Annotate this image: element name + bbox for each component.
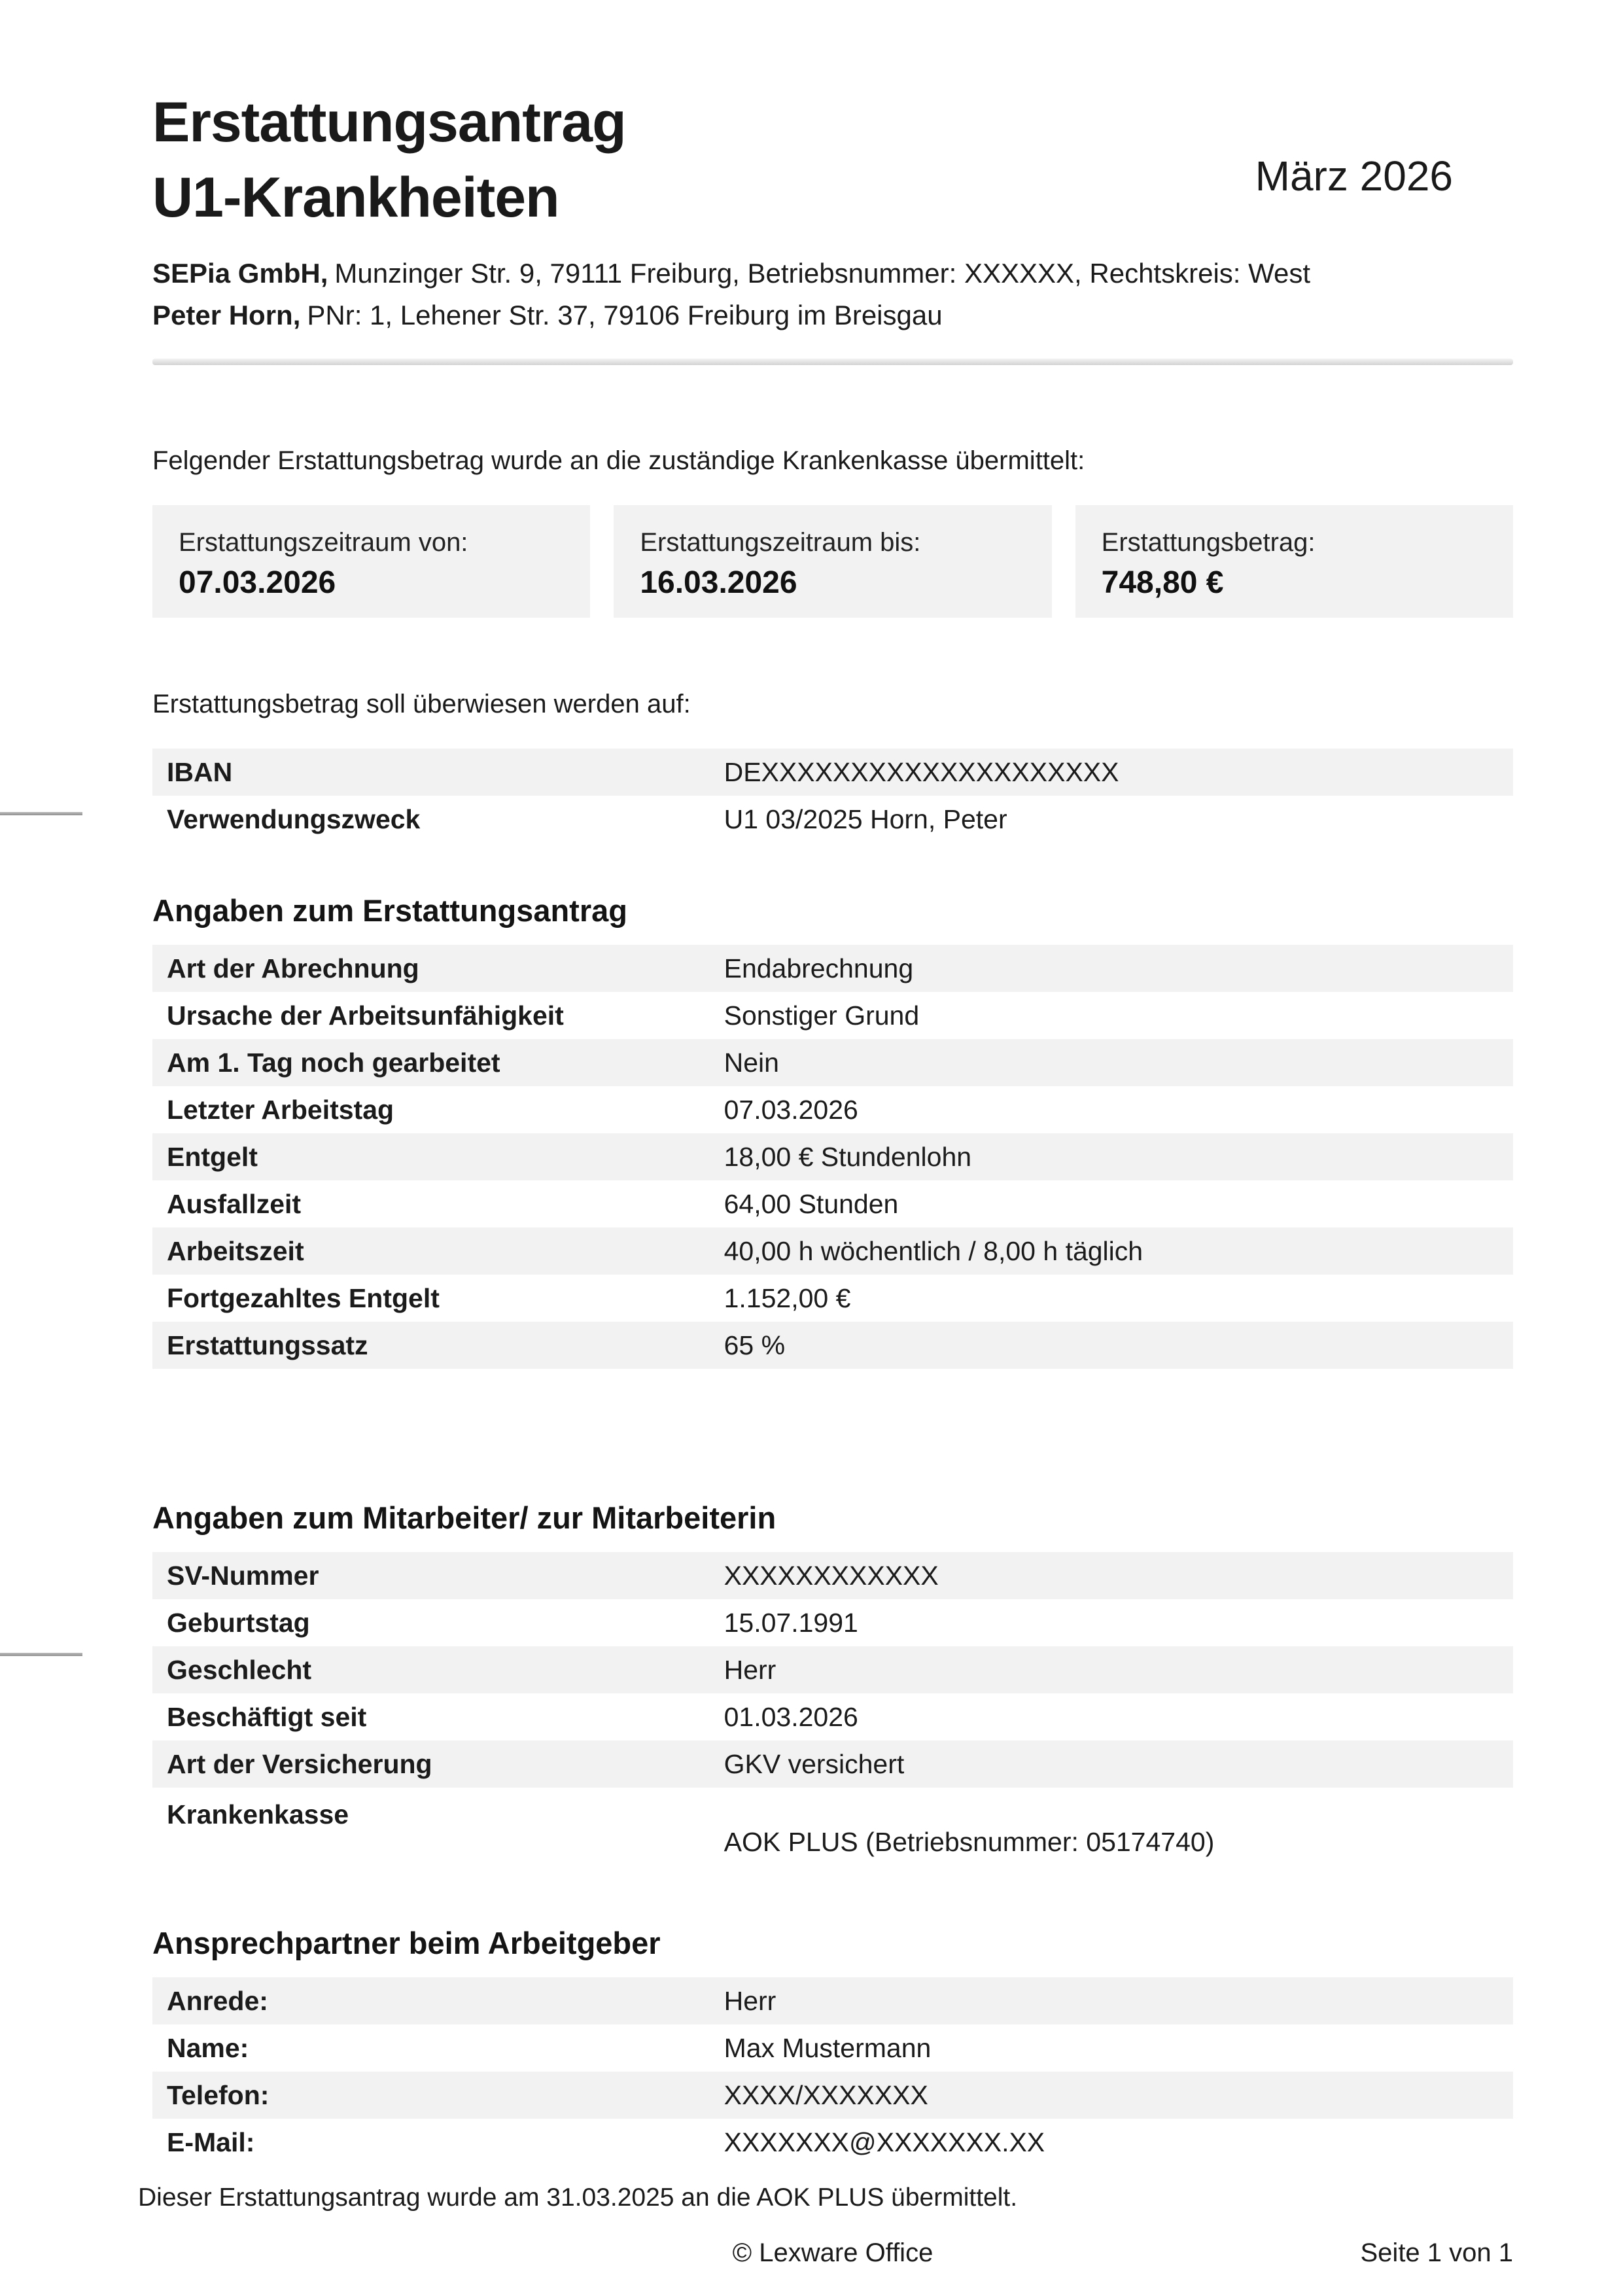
row-value: 64,00 Stunden — [724, 1189, 899, 1219]
row-value: 18,00 € Stundenlohn — [724, 1142, 972, 1172]
row-label: SV-Nummer — [167, 1561, 319, 1591]
table-row — [152, 1322, 1513, 1369]
table-row — [152, 2024, 1513, 2072]
row-value: Herr — [724, 1655, 777, 1685]
row-value: 07.03.2026 — [724, 1095, 858, 1125]
table-row-iban — [152, 749, 1513, 796]
address-block — [152, 253, 1513, 336]
row-value: Sonstiger Grund — [724, 1000, 920, 1031]
fold-mark-icon — [0, 812, 82, 815]
submission-note: Dieser Erstattungsantrag wurde am 31.03.2025 an die AOK PLUS übermittelt. — [138, 2183, 1018, 2212]
row-label: Verwendungszweck — [167, 804, 421, 834]
company-line — [152, 253, 1513, 294]
summary-box-period-from — [152, 505, 590, 618]
table-row-krankenkasse — [152, 1788, 1513, 1862]
row-label: Art der Versicherung — [167, 1749, 432, 1779]
row-label: Entgelt — [167, 1142, 258, 1172]
row-label: Fortgezahltes Entgelt — [167, 1283, 440, 1313]
table-row — [152, 2119, 1513, 2166]
document-date: März 2026 — [1255, 152, 1453, 200]
fold-mark-icon — [0, 1653, 82, 1656]
summary-box-label: Erstattungsbetrag: — [1101, 528, 1316, 557]
transfer-intro-text: Erstattungsbetrag soll überwiesen werden auf: — [152, 690, 691, 718]
table-row — [152, 1086, 1513, 1133]
row-value: GKV versichert — [724, 1749, 905, 1779]
row-label: Telefon: — [167, 2080, 270, 2110]
row-label: Geburtstag — [167, 1608, 310, 1638]
section-heading-erstattungsantrag: Angaben zum Erstattungsantrag — [152, 893, 627, 928]
summary-boxes — [152, 505, 1513, 618]
row-label: Ausfallzeit — [167, 1189, 302, 1219]
row-label: Letzter Arbeitstag — [167, 1095, 394, 1125]
row-label: E-Mail: — [167, 2127, 255, 2157]
row-label: Name: — [167, 2033, 249, 2063]
table-row — [152, 1180, 1513, 1227]
row-value: 1.152,00 € — [724, 1283, 851, 1313]
row-value: 01.03.2026 — [724, 1702, 858, 1732]
table-row — [152, 1227, 1513, 1275]
footer-line — [152, 2236, 1513, 2270]
row-value: AOK PLUS (Betriebsnummer: 05174740) — [724, 1827, 1215, 1857]
row-value: Endabrechnung — [724, 953, 914, 983]
row-value: Max Mustermann — [724, 2033, 932, 2063]
table-row — [152, 992, 1513, 1039]
summary-box-label: Erstattungszeitraum von: — [179, 528, 468, 557]
row-label: Ursache der Arbeitsunfähigkeit — [167, 1000, 564, 1031]
table-row — [152, 1740, 1513, 1788]
section-heading-ansprechpartner: Ansprechpartner beim Arbeitgeber — [152, 1926, 661, 1960]
summary-box-value: 16.03.2026 — [640, 565, 797, 600]
table-row-verwendungszweck — [152, 796, 1513, 843]
erstattungsantrag-table — [152, 945, 1513, 1369]
row-value: Herr — [724, 1986, 777, 2016]
page-content — [152, 0, 1513, 2166]
employee-name: Peter Horn, — [152, 300, 301, 330]
row-value: U1 03/2025 Horn, Peter — [724, 804, 1007, 834]
row-label: Krankenkasse — [167, 1799, 349, 1829]
employee-details: PNr: 1, Lehener Str. 37, 79106 Freiburg im Breisgau — [307, 300, 943, 330]
row-label: IBAN — [167, 757, 233, 787]
transfer-table — [152, 749, 1513, 843]
summary-box-value: 07.03.2026 — [179, 565, 336, 600]
title-line-2: U1-Krankheiten — [152, 166, 559, 229]
table-row — [152, 1646, 1513, 1693]
row-label: Geschlecht — [167, 1655, 312, 1685]
company-details: Munzinger Str. 9, 79111 Freiburg, Betriebsnummer: XXXXXX, Rechtskreis: West — [334, 258, 1311, 289]
copyright-text: © Lexware Office — [732, 2238, 934, 2267]
table-row — [152, 1693, 1513, 1740]
intro-text: Felgender Erstattungsbetrag wurde an die zuständige Krankenkasse übermittelt: — [152, 446, 1085, 475]
row-label: Arbeitszeit — [167, 1236, 304, 1266]
row-value: 15.07.1991 — [724, 1608, 858, 1638]
title-line-1: Erstattungsantrag — [152, 91, 626, 154]
row-value: 40,00 h wöchentlich / 8,00 h täglich — [724, 1236, 1143, 1266]
ansprechpartner-table — [152, 1977, 1513, 2166]
summary-box-period-to — [614, 505, 1051, 618]
summary-box-value: 748,80 € — [1101, 565, 1224, 600]
summary-box-label: Erstattungszeitraum bis: — [640, 528, 921, 557]
row-label: Am 1. Tag noch gearbeitet — [167, 1048, 500, 1078]
section-heading-mitarbeiter: Angaben zum Mitarbeiter/ zur Mitarbeiterin — [152, 1500, 777, 1535]
table-row — [152, 2072, 1513, 2119]
table-row — [152, 1133, 1513, 1180]
row-value: 65 % — [724, 1330, 786, 1360]
row-label: Anrede: — [167, 1986, 268, 2016]
row-value: DEXXXXXXXXXXXXXXXXXXXX — [724, 757, 1119, 787]
page-footer — [138, 2180, 1513, 2270]
row-value: XXXXXXX@XXXXXXX.XX — [724, 2127, 1045, 2157]
row-label: Art der Abrechnung — [167, 953, 419, 983]
table-row — [152, 1552, 1513, 1599]
summary-box-amount — [1075, 505, 1513, 618]
employee-line — [152, 294, 1513, 336]
page-number: Seite 1 von 1 — [1360, 2238, 1513, 2267]
table-row — [152, 1977, 1513, 2024]
table-row — [152, 1599, 1513, 1646]
table-row — [152, 945, 1513, 992]
mitarbeiter-table — [152, 1552, 1513, 1862]
company-name: SEPia GmbH, — [152, 258, 328, 289]
row-value: Nein — [724, 1048, 779, 1078]
table-row — [152, 1039, 1513, 1086]
row-value: XXXXXXXXXXXX — [724, 1561, 939, 1591]
row-label: Erstattungssatz — [167, 1330, 368, 1360]
header-divider — [152, 359, 1513, 365]
row-value: XXXX/XXXXXXX — [724, 2080, 928, 2110]
row-label: Beschäftigt seit — [167, 1702, 367, 1732]
table-row — [152, 1275, 1513, 1322]
